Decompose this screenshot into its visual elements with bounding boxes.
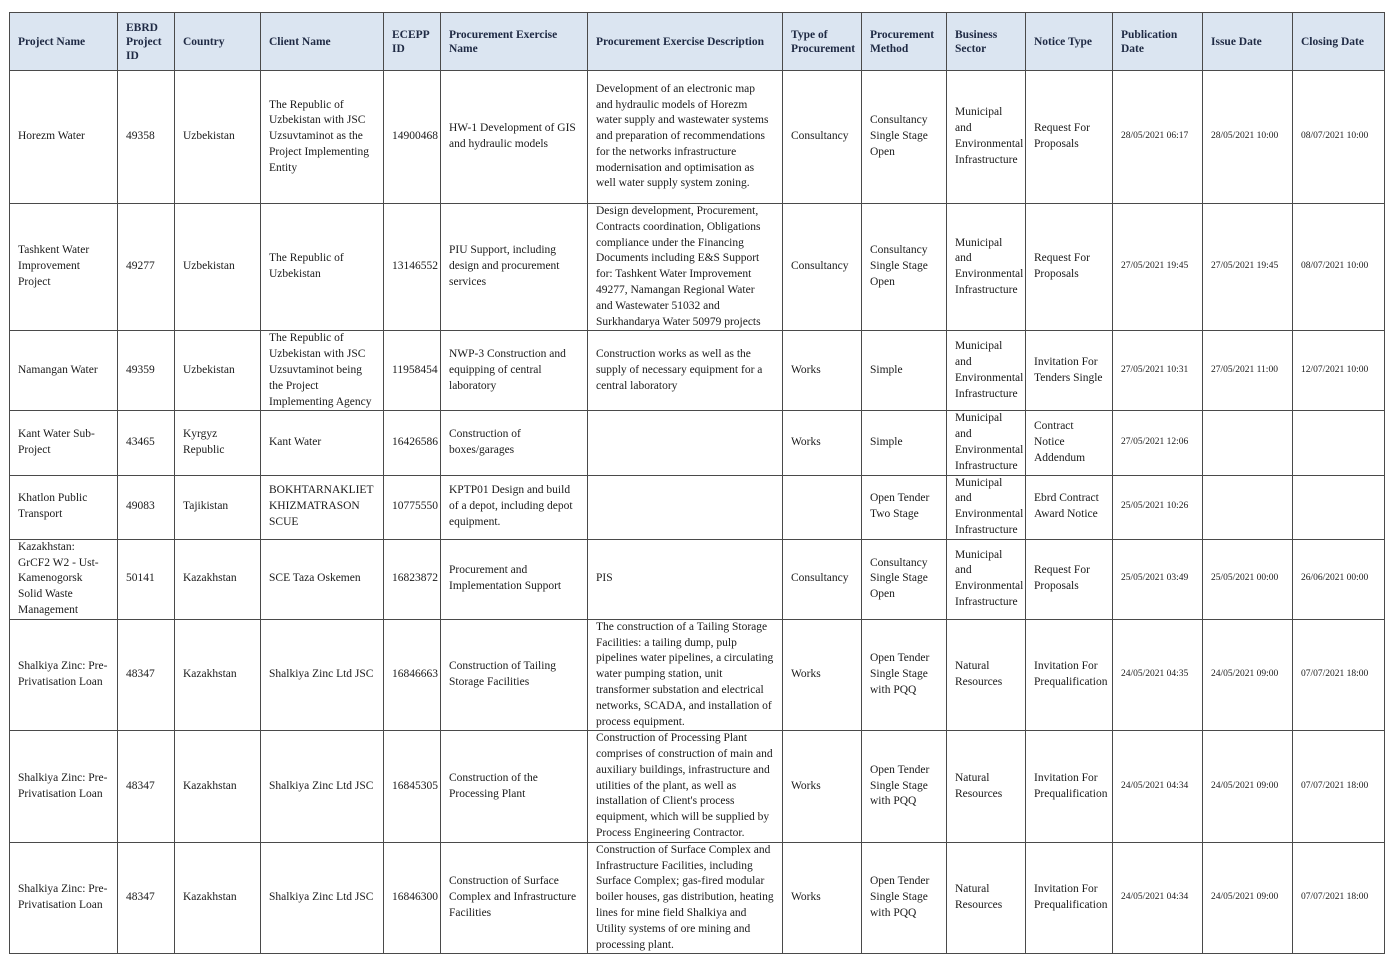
cell-exercise-name: PIU Support, including design and procurement services [441,204,588,331]
cell-closing-date: 08/07/2021 10:00 [1293,204,1385,331]
cell-sector: Municipal and Environmental Infrastructure [947,204,1026,331]
cell-method: Open Tender Single Stage with PQQ [862,619,947,731]
cell-issue-date: 27/05/2021 11:00 [1203,331,1293,411]
table-row [10,331,1385,411]
cell-project-name: Shalkiya Zinc: Pre-Privatisation Loan [10,842,118,954]
cell-closing-date: 26/06/2021 00:00 [1293,539,1385,619]
table-body [10,71,1385,954]
cell-method: Consultancy Single Stage Open [862,539,947,619]
cell-ecepp-id: 16426586 [384,411,441,475]
cell-publication-date: 27/05/2021 10:31 [1113,331,1203,411]
procurement-notices-table [9,12,1385,954]
cell-description: Development of an electronic map and hydraulic models of Horezm water supply and wastewater systems and preparation of recommendations for the networks infrastructure modernisation and optimisation as well water supply system zoning. [588,71,783,204]
procurement-notices-sheet [9,12,1385,954]
cell-sector: Natural Resources [947,842,1026,954]
cell-publication-date: 24/05/2021 04:35 [1113,619,1203,731]
table-row [10,411,1385,475]
cell-issue-date: 24/05/2021 09:00 [1203,731,1293,843]
header-row [10,13,1385,71]
column-header-closing-date: Closing Date [1293,13,1385,71]
cell-project-id: 50141 [118,539,175,619]
cell-country: Kyrgyz Republic [175,411,261,475]
cell-type: Works [783,842,862,954]
column-header-client-name: Client Name [261,13,384,71]
cell-project-name: Kazakhstan: GrCF2 W2 - Ust-Kamenogorsk Solid Waste Management [10,539,118,619]
table-row [10,731,1385,843]
cell-method: Simple [862,331,947,411]
cell-exercise-name: Construction of the Processing Plant [441,731,588,843]
cell-client-name: BOKHTARNAKLIET KHIZMATRASON SCUE [261,475,384,539]
cell-method: Open Tender Single Stage with PQQ [862,842,947,954]
cell-client-name: SCE Taza Oskemen [261,539,384,619]
cell-project-id: 49359 [118,331,175,411]
cell-closing-date [1293,411,1385,475]
cell-notice-type: Ebrd Contract Award Notice [1026,475,1113,539]
cell-type: Consultancy [783,204,862,331]
cell-publication-date: 25/05/2021 10:26 [1113,475,1203,539]
cell-sector: Municipal and Environmental Infrastructure [947,475,1026,539]
cell-project-name: Namangan Water [10,331,118,411]
cell-client-name: Shalkiya Zinc Ltd JSC [261,842,384,954]
cell-publication-date: 27/05/2021 12:06 [1113,411,1203,475]
table-row [10,475,1385,539]
cell-sector: Municipal and Environmental Infrastructure [947,539,1026,619]
table-row [10,842,1385,954]
cell-description: The construction of a Tailing Storage Facilities: a tailing dump, pulp pipelines water pipelines, a circulating water pumping station, unit transformer substation and electrical networks, SCADA, and installation of process equipment. [588,619,783,731]
cell-sector: Municipal and Environmental Infrastructure [947,331,1026,411]
cell-closing-date: 12/07/2021 10:00 [1293,331,1385,411]
cell-type: Works [783,331,862,411]
cell-type [783,475,862,539]
cell-project-name: Shalkiya Zinc: Pre-Privatisation Loan [10,619,118,731]
cell-description: Construction of Processing Plant comprises of construction of main and auxiliary buildings, infrastructure and utilities of the plant, as well as installation of Client's process equipment, which will be supplied by Process Engineering Contractor. [588,731,783,843]
column-header-project-name: Project Name [10,13,118,71]
cell-issue-date: 24/05/2021 09:00 [1203,619,1293,731]
cell-closing-date: 07/07/2021 18:00 [1293,842,1385,954]
cell-notice-type: Invitation For Tenders Single [1026,331,1113,411]
table-row [10,619,1385,731]
cell-client-name: The Republic of Uzbekistan with JSC Uzsuvtaminot as the Project Implementing Entity [261,71,384,204]
cell-country: Kazakhstan [175,539,261,619]
cell-sector: Natural Resources [947,619,1026,731]
cell-method: Open Tender Two Stage [862,475,947,539]
cell-project-name: Khatlon Public Transport [10,475,118,539]
cell-sector: Municipal and Environmental Infrastructure [947,411,1026,475]
cell-method: Consultancy Single Stage Open [862,71,947,204]
cell-type: Consultancy [783,71,862,204]
cell-ecepp-id: 11958454 [384,331,441,411]
cell-issue-date: 24/05/2021 09:00 [1203,842,1293,954]
cell-notice-type: Invitation For Prequalification [1026,842,1113,954]
cell-project-id: 43465 [118,411,175,475]
cell-country: Kazakhstan [175,842,261,954]
cell-client-name: Kant Water [261,411,384,475]
cell-exercise-name: Construction of Tailing Storage Facilities [441,619,588,731]
cell-publication-date: 24/05/2021 04:34 [1113,731,1203,843]
cell-issue-date: 27/05/2021 19:45 [1203,204,1293,331]
column-header-method: Procurement Method [862,13,947,71]
cell-country: Uzbekistan [175,204,261,331]
column-header-type: Type of Procurement [783,13,862,71]
cell-sector: Natural Resources [947,731,1026,843]
column-header-project-id: EBRD Project ID [118,13,175,71]
cell-client-name: Shalkiya Zinc Ltd JSC [261,619,384,731]
cell-project-id: 48347 [118,842,175,954]
cell-description [588,475,783,539]
cell-method: Consultancy Single Stage Open [862,204,947,331]
column-header-issue-date: Issue Date [1203,13,1293,71]
column-header-sector: Business Sector [947,13,1026,71]
cell-description: PIS [588,539,783,619]
cell-project-id: 49277 [118,204,175,331]
cell-publication-date: 28/05/2021 06:17 [1113,71,1203,204]
cell-project-id: 48347 [118,731,175,843]
cell-ecepp-id: 13146552 [384,204,441,331]
cell-issue-date: 25/05/2021 00:00 [1203,539,1293,619]
cell-type: Works [783,731,862,843]
table-row [10,71,1385,204]
cell-publication-date: 24/05/2021 04:34 [1113,842,1203,954]
cell-issue-date [1203,475,1293,539]
cell-notice-type: Invitation For Prequalification [1026,731,1113,843]
cell-project-id: 48347 [118,619,175,731]
cell-client-name: The Republic of Uzbekistan [261,204,384,331]
column-header-publication-date: Publication Date [1113,13,1203,71]
cell-client-name: The Republic of Uzbekistan with JSC Uzsuvtaminot being the Project Implementing Agency [261,331,384,411]
cell-project-id: 49358 [118,71,175,204]
cell-closing-date: 07/07/2021 18:00 [1293,731,1385,843]
cell-type: Consultancy [783,539,862,619]
cell-method: Open Tender Single Stage with PQQ [862,731,947,843]
cell-closing-date: 08/07/2021 10:00 [1293,71,1385,204]
cell-description: Construction of Surface Complex and Infrastructure Facilities, including Surface Complex; gas-fired modular boiler houses, gas distribution, heating lines for mine field Shalkiya and Utility systems of ore mining and processing plant. [588,842,783,954]
column-header-description: Procurement Exercise Description [588,13,783,71]
cell-closing-date: 07/07/2021 18:00 [1293,619,1385,731]
cell-project-name: Tashkent Water Improvement Project [10,204,118,331]
cell-description: Design development, Procurement, Contracts coordination, Obligations compliance under the Financing Documents including E&S Support for: Tashkent Water Improvement 49277, Namangan Regional Water and Wastewater 51032 and Surkhandarya Water 50979 projects [588,204,783,331]
cell-type: Works [783,619,862,731]
cell-project-name: Kant Water Sub-Project [10,411,118,475]
cell-notice-type: Request For Proposals [1026,539,1113,619]
column-header-exercise-name: Procurement Exercise Name [441,13,588,71]
cell-issue-date: 28/05/2021 10:00 [1203,71,1293,204]
cell-exercise-name: NWP-3 Construction and equipping of central laboratory [441,331,588,411]
cell-exercise-name: Procurement and Implementation Support [441,539,588,619]
cell-project-id: 49083 [118,475,175,539]
cell-notice-type: Request For Proposals [1026,71,1113,204]
cell-type: Works [783,411,862,475]
cell-sector: Municipal and Environmental Infrastructure [947,71,1026,204]
cell-description: Construction works as well as the supply of necessary equipment for a central laboratory [588,331,783,411]
cell-notice-type: Request For Proposals [1026,204,1113,331]
cell-closing-date [1293,475,1385,539]
cell-issue-date [1203,411,1293,475]
cell-ecepp-id: 16846663 [384,619,441,731]
cell-description [588,411,783,475]
cell-ecepp-id: 14900468 [384,71,441,204]
cell-publication-date: 27/05/2021 19:45 [1113,204,1203,331]
column-header-notice-type: Notice Type [1026,13,1113,71]
cell-project-name: Shalkiya Zinc: Pre-Privatisation Loan [10,731,118,843]
cell-exercise-name: Construction of Surface Complex and Infrastructure Facilities [441,842,588,954]
cell-country: Uzbekistan [175,331,261,411]
cell-country: Tajikistan [175,475,261,539]
cell-exercise-name: Construction of boxes/garages [441,411,588,475]
table-row [10,204,1385,331]
cell-ecepp-id: 16846300 [384,842,441,954]
table-row [10,539,1385,619]
cell-country: Kazakhstan [175,731,261,843]
cell-ecepp-id: 10775550 [384,475,441,539]
cell-exercise-name: KPTP01 Design and build of a depot, including depot equipment. [441,475,588,539]
cell-country: Kazakhstan [175,619,261,731]
cell-method: Simple [862,411,947,475]
cell-ecepp-id: 16845305 [384,731,441,843]
cell-project-name: Horezm Water [10,71,118,204]
column-header-country: Country [175,13,261,71]
cell-notice-type: Invitation For Prequalification [1026,619,1113,731]
cell-notice-type: Contract Notice Addendum [1026,411,1113,475]
cell-exercise-name: HW-1 Development of GIS and hydraulic models [441,71,588,204]
cell-client-name: Shalkiya Zinc Ltd JSC [261,731,384,843]
cell-ecepp-id: 16823872 [384,539,441,619]
cell-country: Uzbekistan [175,71,261,204]
column-header-ecepp-id: ECEPP ID [384,13,441,71]
cell-publication-date: 25/05/2021 03:49 [1113,539,1203,619]
